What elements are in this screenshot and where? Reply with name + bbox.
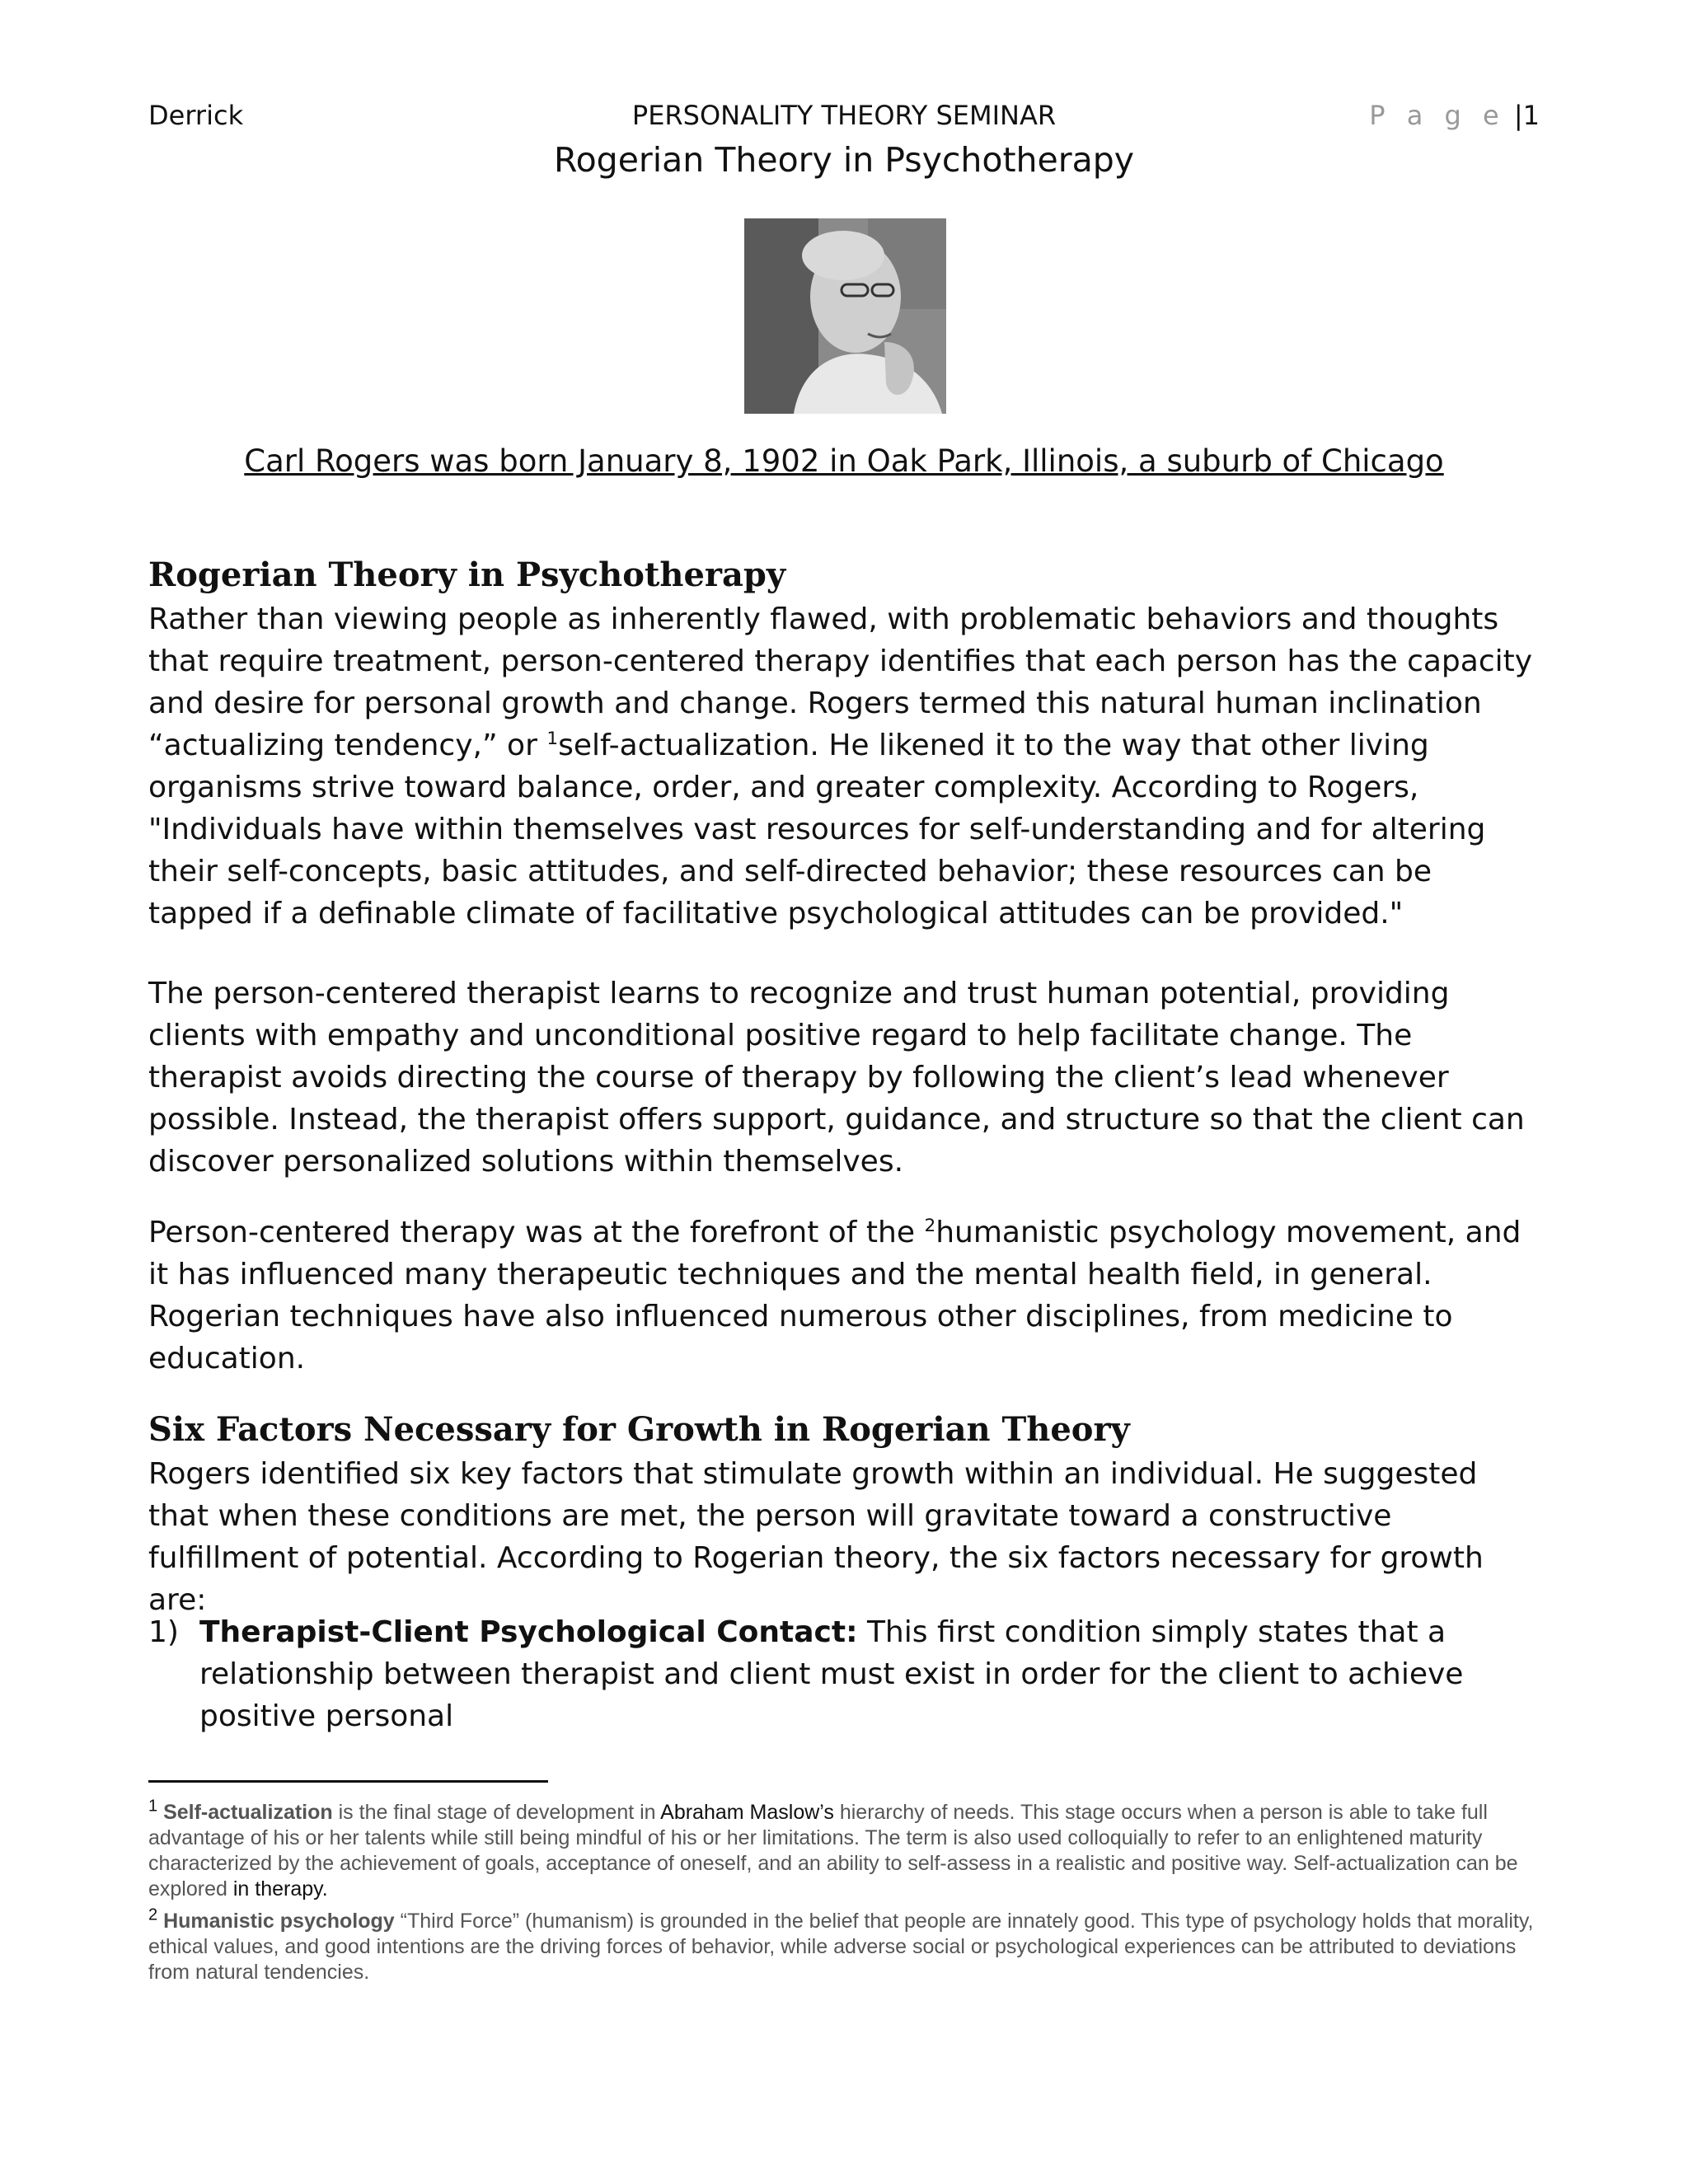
paragraph-3 <box>148 1212 1541 1380</box>
footnote-text: “Third Force” (humanism) is grounded in the belief that people are innately good. This type of psychology holds that morality, ethical values, and good intentions are the driving forces of behavior, while adverse social or psychological experiences can be attributed to deviations from natural tendencies. <box>148 1910 1534 1984</box>
section-six-factors <box>148 1407 1541 1621</box>
footnote-divider <box>148 1780 548 1783</box>
list-item-number: 1) <box>148 1615 179 1649</box>
footnote-2 <box>148 1905 1541 1985</box>
paragraph-3-block <box>148 1212 1541 1380</box>
list-item-body: This first condition simply states that a relationship between therapist and client must exist in order for the client to achieve positive personal <box>199 1615 1464 1733</box>
section-rogerian-theory <box>148 552 1541 935</box>
footnote-text: hierarchy of needs. This stage occurs when a person is able to take full advantage of his or her talents while still being mindful of his or her limitations. The term is also used colloquially to refer to an enlightened maturity characterized by the achievement of goals, acceptance of oneself, and an ability to self-assess in a realistic and positive way. Self-actualization can be explored <box>148 1801 1518 1900</box>
paragraph-1-text-a: Rather than viewing people as inherently flawed, with problematic behaviors and thoughts that require treatment, person-centered therapy identifies that each person has the capacity and desire for personal growth and change. Rogers termed this natural human inclination “actualizing tendency,” or <box>148 602 1533 762</box>
six-factors-intro: Rogers identified six key factors that stimulate growth within an individual. He suggested that when these conditions are met, the person will gravitate toward a constructive fulfillment of potential. According to Rogerian theory, the six factors necessary for growth are: <box>148 1457 1484 1617</box>
page-separator: | <box>1513 100 1523 131</box>
footnote-ref-1[interactable]: 1 <box>546 729 559 749</box>
page-title: Rogerian Theory in Psychotherapy <box>553 140 1135 180</box>
page-number: 1 <box>1522 100 1540 131</box>
portrait-photo <box>744 218 946 414</box>
footnote-number: 2 <box>148 1905 158 1924</box>
section-heading: Rogerian Theory in Psychotherapy <box>148 555 786 594</box>
paragraph-2: The person-centered therapist learns to recognize and trust human potential, providing clients with empathy and unconditional positive regard to help facilitate change. The therapist avoids directing the course of therapy by following the client’s lead whenever possible. Instead, the therapist offers support, guidance, and structure so that the client can discover personalized solutions within themselves. <box>148 977 1525 1179</box>
paragraph-3-text-a: Person-centered therapy was at the forefront of the <box>148 1216 925 1249</box>
header-course: PERSONALITY THEORY SEMINAR <box>631 100 1057 131</box>
portrait-photo-icon <box>744 218 946 414</box>
paragraph-1-text-b: self-actualization. He likened it to the way that other living organisms strive toward balance, order, and greater complexity. According to Rogers, "Individuals have within themselves vast resources for self-understanding and for altering their self-concepts, basic attitudes, and self-directed behavior; these resources can be tapped if a definable climate of facilitative psychological attitudes can be provided." <box>148 729 1486 930</box>
footnote-number: 1 <box>148 1797 158 1816</box>
list-item-label: Therapist-Client Psychological Contact: <box>199 1615 858 1649</box>
therapy-link[interactable]: in therapy <box>232 1877 322 1900</box>
footnote-term: Self-actualization <box>163 1801 333 1824</box>
list-item <box>148 1611 1541 1737</box>
footnote-text: is the final stage of development in <box>332 1801 661 1824</box>
paragraph-2-block <box>148 972 1541 1183</box>
photo-caption: Carl Rogers was born January 8, 1902 in Oak Park, Illinois, a suburb of Chicago <box>244 443 1444 479</box>
footnote-1 <box>148 1797 1541 1902</box>
paragraph-1 <box>148 598 1541 935</box>
maslow-link[interactable]: Abraham Maslow’s <box>660 1801 834 1824</box>
page-label: P a g e <box>1369 100 1506 131</box>
section-heading: Six Factors Necessary for Growth in Rogerian Theory <box>148 1410 1130 1449</box>
footnote-term: Humanistic psychology <box>163 1910 395 1933</box>
list-item-text <box>199 1611 1541 1737</box>
header-page <box>1369 99 1540 132</box>
header-author: Derrick <box>148 100 244 131</box>
footnote-ref-2[interactable]: 2 <box>924 1216 936 1236</box>
paragraph-3-text-b: humanistic psychology movement, and it has influenced many therapeutic techniques and the mental health field, in general. Rogerian techniques have also influenced numerous other disciplines, from medicine to education. <box>148 1216 1522 1376</box>
footnote-text: . <box>321 1877 328 1900</box>
